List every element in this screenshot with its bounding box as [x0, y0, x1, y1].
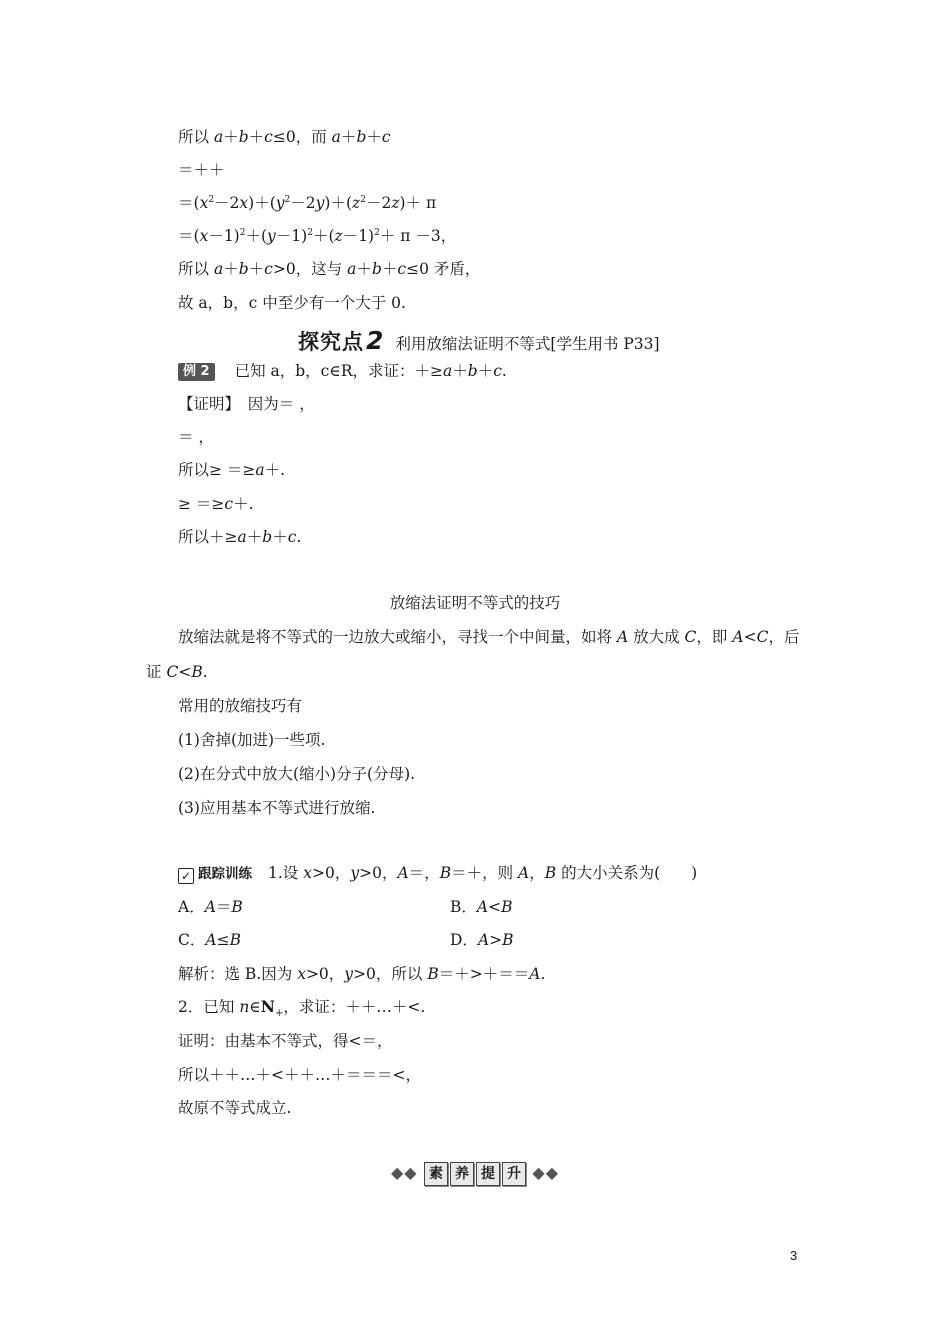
proof-line-4: $=(x-1)^2+(y-1)^2+(z-1)^2+ \pi -3$，	[178, 227, 457, 245]
tips-item-2: (2)在分式中放大(缩小)分子(分母).	[178, 765, 416, 783]
check-icon: ✓	[178, 868, 194, 884]
option-d: D．A>B	[450, 931, 514, 949]
section-heading-label: 探究点	[298, 330, 364, 354]
example-tag: 例 2	[178, 363, 215, 381]
proof-start: 【证明】 因为＝ ，	[178, 395, 315, 413]
proof-line-5: 所以 a＋b＋c>0，这与 a＋b＋c≤0 矛盾，	[178, 260, 481, 278]
proof-line-6: 故 a，b，c 中至少有一个大于 0.	[178, 294, 406, 312]
tips-paragraph: 放缩法就是将不等式的一边放大或缩小，寻找一个中间量，如将 A 放大成 C，即 A<C，后	[178, 628, 800, 646]
banner-char: 素	[424, 1162, 448, 1186]
tips-item-3: (3)应用基本不等式进行放缩.	[178, 799, 376, 817]
proof-label: 【证明】	[178, 395, 233, 413]
proof-step-3: 所以≥ ＝≥a＋.	[178, 461, 286, 479]
answer-1: 解析：选 B.因为 x>0，y>0，所以 B＝＋>＋＝＝A.	[178, 965, 546, 983]
proof-2-line-3: 故原不等式成立.	[178, 1099, 292, 1117]
diamond-icon: ◆◆	[532, 1163, 560, 1182]
practice-question-1: ✓ 跟踪训练 1.设 x>0，y>0，A＝，B＝＋，则 A，B 的大小关系为( )	[178, 862, 697, 885]
proof-line-2: ＝＋＋	[178, 161, 225, 179]
practice-label: ✓ 跟踪训练	[178, 863, 252, 885]
proof-step-2: ＝ ，	[178, 428, 214, 446]
proof-conclusion: 所以＋≥a＋b＋c.	[178, 528, 302, 546]
option-a: A．A＝B	[178, 898, 243, 916]
proof-2-line-2: 所以＋＋…＋<＋＋…＋＝＝＝<，	[178, 1066, 421, 1084]
section-heading-title: 利用放缩法证明不等式[学生用书 P33]	[395, 335, 660, 353]
tips-item-1: (1)舍掉(加进)一些项.	[178, 731, 326, 749]
banner-char: 养	[450, 1162, 474, 1186]
proof-line-3: $=(x^2-2x)+(y^2-2y)+(z^2-2z)+ \pi$	[178, 194, 437, 212]
section-heading-number: 2	[366, 326, 384, 355]
example-statement: 例 2 已知 a，b，c∈R，求证：＋≥a＋b＋c.	[178, 360, 507, 382]
literacy-banner	[0, 1160, 950, 1186]
tips-common: 常用的放缩技巧有	[178, 697, 303, 715]
section-heading	[298, 326, 660, 354]
proof-step-4: ≥ ＝≥c＋.	[178, 495, 254, 513]
tips-paragraph-cont: 证 C<B.	[146, 663, 208, 681]
diamond-icon: ◆◆	[390, 1163, 418, 1182]
banner-char: 升	[502, 1162, 526, 1186]
proof-line-1: 所以 a＋b＋c≤0，而 a＋b＋c	[178, 128, 391, 146]
page-number: 3	[790, 1248, 798, 1263]
practice-question-2: 2．已知 $n\in N_+$，求证：＋＋…＋<.	[178, 997, 426, 1020]
banner-char: 提	[476, 1162, 500, 1186]
option-c: C．A≤B	[178, 931, 241, 949]
tips-title: 放缩法证明不等式的技巧	[389, 594, 561, 612]
option-b: B．A<B	[450, 898, 513, 916]
proof-2-line-1: 证明：由基本不等式，得<＝，	[178, 1032, 393, 1050]
